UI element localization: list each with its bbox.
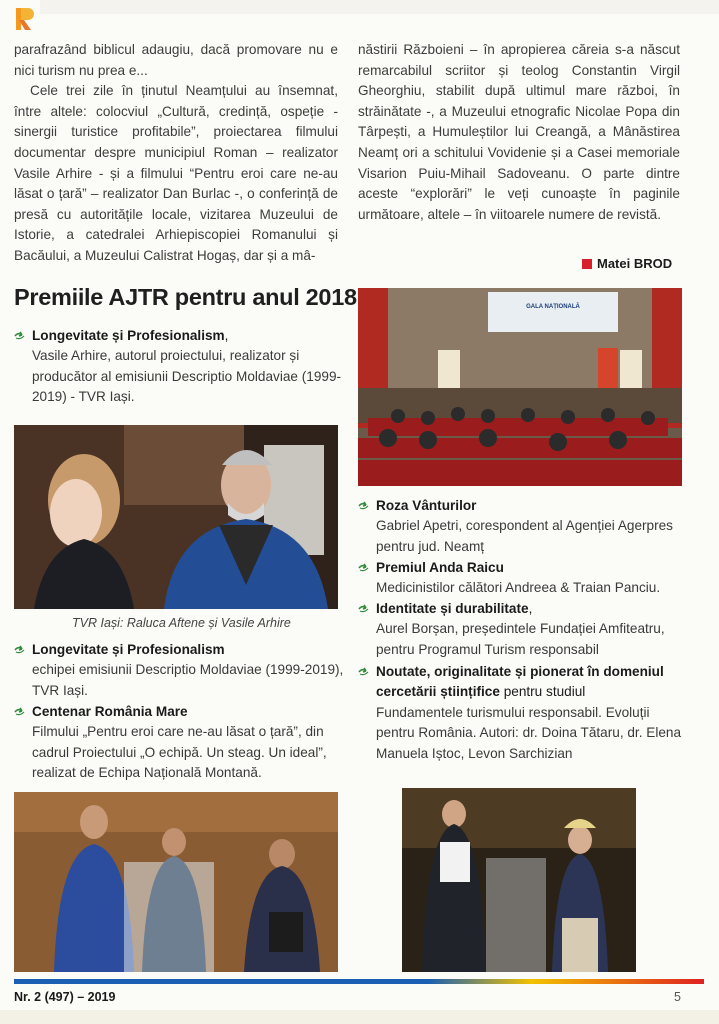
award-item <box>358 496 688 557</box>
intro-paragraph-2: Cele trei zile în ținutul Neamțului au însemnat, între altele: colocviul „Cultură, credință, ospeție - sinergii turistice profitabile”, proiectarea filmului documentar despre municipiul Roman – realizator Vasile Arhire - și a filmului “Pentru eroi care ne-au lăsat o țară” – realizator Dan Burlac -, o conferință de presă cu autoritățile locale, vizitarea Muzeului de Istorie, a catedralei Arhiepiscopiei Romanului și Bacăului, a Muzeului Calistrat Hogaș, dar și a mâ- <box>14 83 338 263</box>
award-description: echipei emisiunii Descriptio Moldaviae (1999-2019), TVR Iași. <box>32 662 344 698</box>
award-title: Noutate, originalitate și pionerat în domeniul cercetării științifice pentru studiul <box>358 662 688 703</box>
award-title: Longevitate și Profesionalism <box>14 640 344 660</box>
bottom-band <box>0 1010 719 1024</box>
award-item <box>14 326 344 408</box>
photo-tvr-graphic <box>14 425 338 609</box>
award-description: Gabriel Apetri, corespondent al Agenției Agerpres pentru jud. Neamț <box>376 518 673 554</box>
award-title: Roza Vânturilor <box>358 496 688 516</box>
article-author: Matei BROD <box>582 256 672 271</box>
award-arrow-icon <box>358 501 371 511</box>
award-item <box>358 662 688 764</box>
award-arrow-icon <box>358 604 371 614</box>
award-item <box>14 640 344 701</box>
photo-gala-graphic <box>358 288 682 486</box>
award-description: Filmului „Pentru eroi care ne-au lăsat o țară”, din cadrul Proiectului „O echipă. Un steag. Un ideal”, realizat de Echipa Națională Montană. <box>32 724 327 781</box>
award-arrow-icon <box>358 667 371 677</box>
award-arrow-icon <box>14 331 27 341</box>
issue-number: Nr. 2 (497) – 2019 <box>14 990 116 1004</box>
photo-speakers-graphic <box>402 788 636 972</box>
photo-speakers-lectern <box>402 788 636 972</box>
photo-officers-graphic <box>14 792 338 972</box>
award-title: Longevitate și Profesionalism, <box>14 326 344 346</box>
award-title: Centenar România Mare <box>14 702 344 722</box>
intro-paragraph-3: năstirii Războieni – în apropierea căreia s-a născut remarcabilul scriitor și teolog Constantin Virgil Gheorghiu, stabilit după ultimul mare război, în străinătate -, a Muzeului etnografic Nicolae Popa din Târpești, a Humuleștilor lui Creangă, a Mânăstirea Neamț ori a schitului Vovidenie și a Casei memoriale Visarion Puiu-Mihail Sadoveanu. O parte dintre aceste “explorări” le veți cunoaște în paginile următoare, altele – în viitoarele numere de revistă. <box>358 42 680 222</box>
right-intro-column <box>358 40 680 225</box>
author-square-icon <box>582 259 592 269</box>
photo-officers-podium <box>14 792 338 972</box>
page-number: 5 <box>674 990 681 1004</box>
awards-heading: Premiile AJTR pentru anul 2018 <box>14 284 357 310</box>
photo-tvr-interview <box>14 425 338 609</box>
footer-color-bar <box>14 979 704 984</box>
award-item <box>14 702 344 784</box>
award-description: Fundamentele turismului responsabil. Evoluții pentru România. Autori: dr. Doina Tătaru, dr. Elena Manuela Iștoc, Levon Sarchizian <box>376 704 682 761</box>
top-band <box>40 0 719 14</box>
photo-gala-hall <box>358 288 682 486</box>
award-title: Premiul Anda Raicu <box>358 558 688 578</box>
stage-banner-text: GALA NAȚIONALĂ <box>526 304 580 310</box>
award-description: Aurel Borșan, președintele Fundației Amfiteatru, pentru Programul Turism responsabil <box>376 621 665 657</box>
award-item <box>358 558 688 599</box>
left-intro-column <box>14 40 338 267</box>
award-arrow-icon <box>358 563 371 573</box>
award-title: Identitate și durabilitate, <box>358 599 688 619</box>
award-description: Vasile Arhire, autorul proiectului, realizator și producător al emisiunii Descriptio Moldaviae (1999-2019) - TVR Iași. <box>32 348 342 405</box>
magazine-logo <box>14 6 36 32</box>
award-arrow-icon <box>14 707 27 717</box>
award-item <box>358 599 688 660</box>
intro-paragraph-1: parafrazând biblicul adaugiu, dacă promovare nu e nici turism nu prea e... <box>14 42 338 78</box>
award-arrow-icon <box>14 645 27 655</box>
award-description: Medicinistilor călători Andreea & Traian Panciu. <box>376 580 661 596</box>
photo-caption: TVR Iași: Raluca Aftene și Vasile Arhire <box>72 616 291 630</box>
